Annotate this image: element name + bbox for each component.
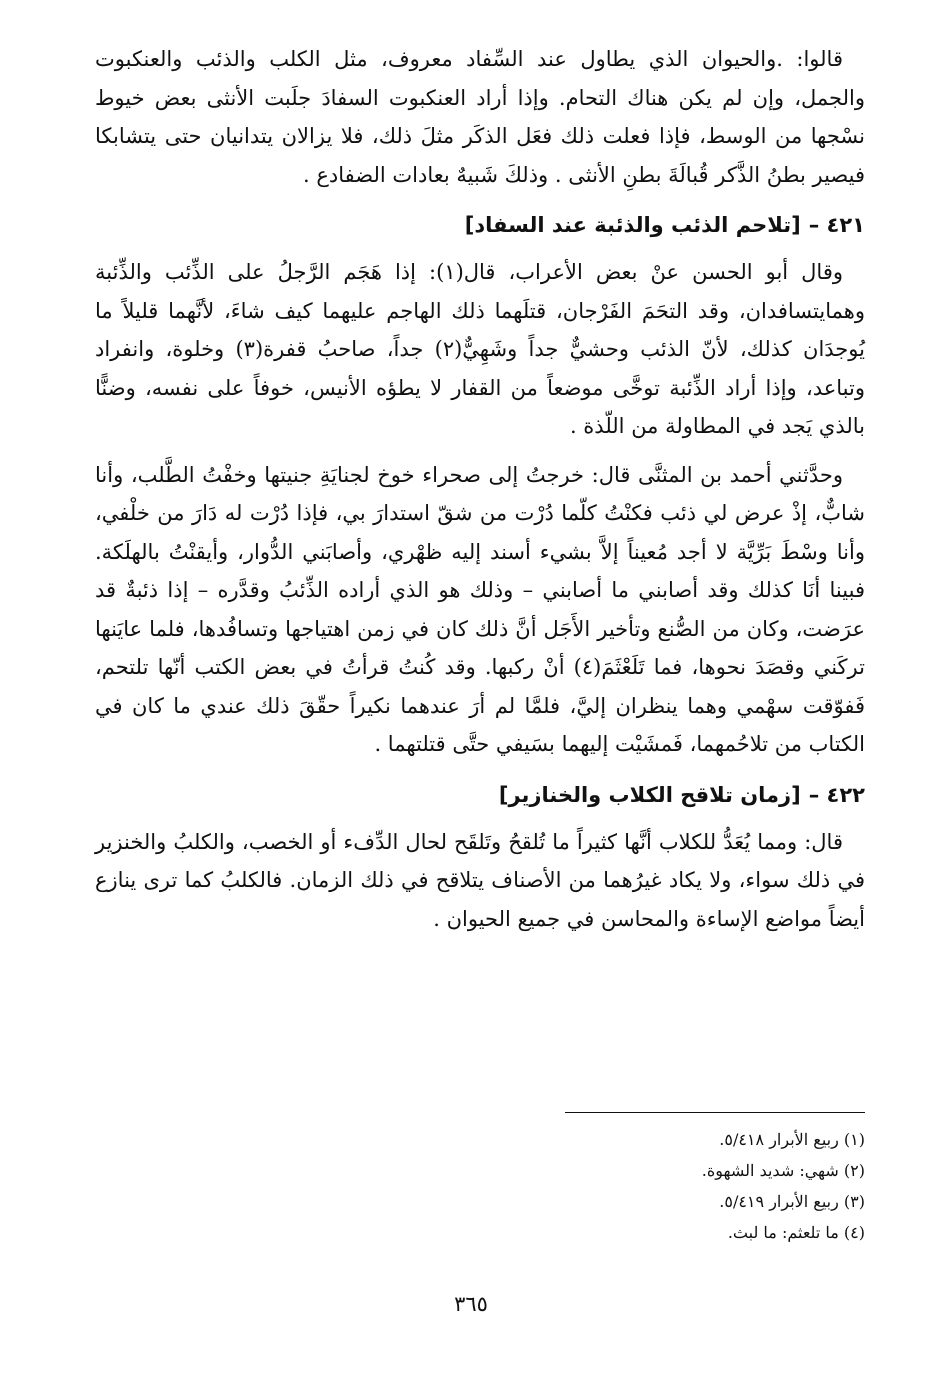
paragraph-dogs-and-pigs: قال: ومما يُعَدُّ للكلاب أنَّها كثيراً ما تُلقحُ وتَلقَح لحال الدِّفء أو الخصب، والكلبُ والخنزير في ذلك سواء، ولا يكاد غيرُهما من الأصناف يتلاقح في ذلك الزمان. فالكلبُ كما ترى ينازع أيضاً مواضع الإساءة والمحاسن في جميع الحيوان . <box>95 829 865 931</box>
section-title-422: [زمان تلاقح الكلاب والخنازير] <box>498 782 801 807</box>
paragraph-abu-al-hasan: وقال أبو الحسن عنْ بعض الأعراب، قال(١): إذا هَجَم الرَّجلُ على الذِّئب والذِّئبة وهمايتسافدان، وقد التحَمَ الفَرْجان، قتلَهما ذلك الهاجم عليهما كيف شاءَ، لأنَّهما قليلاً ما يُوجدَان كذلك، لأنّ الذئب وحشيٌّ جداً وشَهِيٌّ(٢) جداً، صاحبُ قفرة(٣) وخلوة، وانفراد وتباعد، وإذا أراد الذِّئبة توخَّى موضعاً من القفار لا يطؤه الأنيس، خوفاً على نفسه، وضنًّا بالذي يَجد في المطاولة من اللّذة . <box>95 260 865 438</box>
paragraph-ahmad-ibn-al-muthanna: وحدَّثني أحمد بن المثنَّى قال: خرجتُ إلى صحراء خوخ لجنايَةِ جنيتها وخفْتُ الطَّلب، وأنا شابٌّ، إذْ عرض لي ذئب فكنْتُ كلّما دُرْت من شقّ استدارَ بي، فإذا دُرْت له دَارَ من خلْفي، وأنا وسْطَ بَرِّيَّة لا أجد مُعيناً إلاَّ بشيء أسند إليه ظهْري، وأصابَني الدُّوار، وأيقنْتُ بالهلَكة. فبينا أنَا كذلك وقد أصابني ما أصابني – وذلك هو الذي أراده الذِّئبُ وقدَّره – إذا ذئبةٌ قد عرَضت، وكان من الصُّنع وتأخير الأَجَل أنَّ ذلك كان في زمن اهتياجها وتسافُدها، فلما عايَنها تركَني وقصَدَ نحوها، فما تَلَعْثَمَ(٤) أنْ ركبها. وقد كُنتُ قرأتُ في بعض الكتب أنّها تلتحم، فَفوّقت سهْمي وهما ينظران إليَّ، فلمَّا لم أرَ عندهما نكيراً حقّقَ ذلك عندي ما كان في الكتاب من تلاحُمهما، فَمشَيْت إليهما بسَيفي حتَّى قتلتهما . <box>95 462 865 756</box>
footnote-divider <box>565 1112 865 1113</box>
footnote-2: (٢) شهي: شديد الشهوة. <box>701 1161 865 1180</box>
section-number-421: ٤٢١ – <box>808 213 865 237</box>
page-body <box>95 40 865 938</box>
section-heading-421 <box>95 205 865 245</box>
footnote-4: (٤) ما تلعثم: ما لبث. <box>727 1223 865 1242</box>
page-number: ٣٦٥ <box>454 1292 488 1316</box>
footnote-1: (١) ربيع الأبرار ٥/٤١٨. <box>719 1130 865 1149</box>
section-heading-422 <box>95 775 865 815</box>
paragraph-spiders-mating: قالوا: .والحيوان الذي يطاول عند السِّفاد معروف، مثل الكلب والذئب والعنكبوت والجمل، وإن لم يكن هناك التحام. وإذا أراد العنكبوت السفادَ جلَبت الأنثى بعض خيوط نسْجها من الوسط، فإذا فعلت ذلك فعَل الذكَر مثلَ ذلك، فلا يزالان يتدانيان حتى يتشابكا فيصير بطنُ الذَّكر قُبالَةَ بطنِ الأنثى . وذلكَ شَبيهٌ بعادات الضفادع . <box>95 47 865 187</box>
footnotes <box>500 1124 865 1248</box>
footnote-3: (٣) ربيع الأبرار ٥/٤١٩. <box>719 1192 865 1211</box>
section-title-421: [تلاحم الذئب والذئبة عند السفاد] <box>464 213 801 237</box>
section-number-422: ٤٢٢ – <box>808 782 865 807</box>
